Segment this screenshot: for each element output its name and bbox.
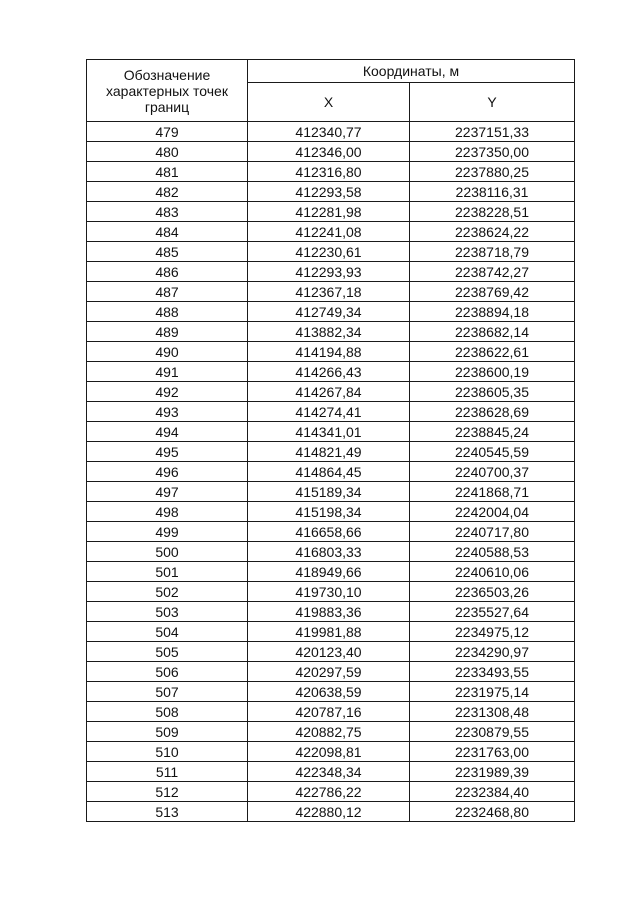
- point-id-cell: 483: [87, 202, 248, 222]
- x-coordinate-cell: 422786,22: [248, 782, 410, 802]
- x-coordinate-cell: 416803,33: [248, 542, 410, 562]
- x-coordinate-cell: 412340,77: [248, 122, 410, 142]
- point-id-cell: 491: [87, 362, 248, 382]
- point-id-cell: 487: [87, 282, 248, 302]
- point-id-cell: 502: [87, 582, 248, 602]
- y-header: Y: [410, 83, 575, 122]
- y-coordinate-cell: 2238116,31: [410, 182, 575, 202]
- y-coordinate-cell: 2231975,14: [410, 682, 575, 702]
- table-row: [87, 802, 575, 822]
- y-coordinate-cell: 2237880,25: [410, 162, 575, 182]
- y-coordinate-cell: 2240610,06: [410, 562, 575, 582]
- table-row: [87, 202, 575, 222]
- x-coordinate-cell: 418949,66: [248, 562, 410, 582]
- y-coordinate-cell: 2237151,33: [410, 122, 575, 142]
- y-coordinate-cell: 2238228,51: [410, 202, 575, 222]
- y-coordinate-cell: 2232384,40: [410, 782, 575, 802]
- table-row: [87, 462, 575, 482]
- table-row: [87, 162, 575, 182]
- point-id-cell: 481: [87, 162, 248, 182]
- y-coordinate-cell: 2240717,80: [410, 522, 575, 542]
- point-id-cell: 484: [87, 222, 248, 242]
- x-coordinate-cell: 414274,41: [248, 402, 410, 422]
- y-coordinate-cell: 2237350,00: [410, 142, 575, 162]
- table-row: [87, 422, 575, 442]
- point-id-cell: 485: [87, 242, 248, 262]
- point-id-cell: 496: [87, 462, 248, 482]
- y-coordinate-cell: 2238769,42: [410, 282, 575, 302]
- point-id-cell: 501: [87, 562, 248, 582]
- table-row: [87, 662, 575, 682]
- table-row: [87, 262, 575, 282]
- x-coordinate-cell: 419730,10: [248, 582, 410, 602]
- table-row: [87, 582, 575, 602]
- x-coordinate-cell: 412293,58: [248, 182, 410, 202]
- point-id-cell: 504: [87, 622, 248, 642]
- x-header: X: [248, 83, 410, 122]
- y-coordinate-cell: 2231308,48: [410, 702, 575, 722]
- x-coordinate-cell: 422098,81: [248, 742, 410, 762]
- y-coordinate-cell: 2238624,22: [410, 222, 575, 242]
- table-row: [87, 622, 575, 642]
- x-coordinate-cell: 412241,08: [248, 222, 410, 242]
- coordinates-table: [86, 59, 575, 822]
- table-row: [87, 542, 575, 562]
- point-id-cell: 510: [87, 742, 248, 762]
- point-id-cell: 512: [87, 782, 248, 802]
- table-row: [87, 742, 575, 762]
- point-id-header: Обозначение характерных точек границ: [87, 60, 248, 122]
- table-row: [87, 222, 575, 242]
- point-id-cell: 509: [87, 722, 248, 742]
- table-row: [87, 502, 575, 522]
- table-body: [87, 122, 575, 822]
- y-coordinate-cell: 2231989,39: [410, 762, 575, 782]
- y-coordinate-cell: 2241868,71: [410, 482, 575, 502]
- y-coordinate-cell: 2235527,64: [410, 602, 575, 622]
- y-coordinate-cell: 2238894,18: [410, 302, 575, 322]
- table-row: [87, 562, 575, 582]
- point-id-cell: 500: [87, 542, 248, 562]
- point-id-cell: 505: [87, 642, 248, 662]
- x-coordinate-cell: 416658,66: [248, 522, 410, 542]
- x-coordinate-cell: 412346,00: [248, 142, 410, 162]
- point-id-cell: 479: [87, 122, 248, 142]
- y-coordinate-cell: 2238628,69: [410, 402, 575, 422]
- y-coordinate-cell: 2238682,14: [410, 322, 575, 342]
- table-row: [87, 302, 575, 322]
- x-coordinate-cell: 422348,34: [248, 762, 410, 782]
- x-coordinate-cell: 422880,12: [248, 802, 410, 822]
- x-coordinate-cell: 414194,88: [248, 342, 410, 362]
- y-coordinate-cell: 2232468,80: [410, 802, 575, 822]
- x-coordinate-cell: 420882,75: [248, 722, 410, 742]
- x-coordinate-cell: 415198,34: [248, 502, 410, 522]
- point-id-cell: 497: [87, 482, 248, 502]
- x-coordinate-cell: 412293,93: [248, 262, 410, 282]
- point-id-cell: 480: [87, 142, 248, 162]
- y-coordinate-cell: 2234975,12: [410, 622, 575, 642]
- x-coordinate-cell: 415189,34: [248, 482, 410, 502]
- x-coordinate-cell: 412367,18: [248, 282, 410, 302]
- table-row: [87, 242, 575, 262]
- y-coordinate-cell: 2240545,59: [410, 442, 575, 462]
- table-row: [87, 702, 575, 722]
- y-coordinate-cell: 2238718,79: [410, 242, 575, 262]
- table-row: [87, 142, 575, 162]
- table-row: [87, 322, 575, 342]
- table-row: [87, 782, 575, 802]
- x-coordinate-cell: 412316,80: [248, 162, 410, 182]
- x-coordinate-cell: 420787,16: [248, 702, 410, 722]
- y-coordinate-cell: 2240700,37: [410, 462, 575, 482]
- point-id-cell: 499: [87, 522, 248, 542]
- table-row: [87, 182, 575, 202]
- point-id-cell: 486: [87, 262, 248, 282]
- point-id-cell: 492: [87, 382, 248, 402]
- y-coordinate-cell: 2238845,24: [410, 422, 575, 442]
- y-coordinate-cell: 2231763,00: [410, 742, 575, 762]
- x-coordinate-cell: 420123,40: [248, 642, 410, 662]
- x-coordinate-cell: 414266,43: [248, 362, 410, 382]
- table-row: [87, 762, 575, 782]
- point-id-cell: 495: [87, 442, 248, 462]
- table-row: [87, 122, 575, 142]
- y-coordinate-cell: 2238622,61: [410, 342, 575, 362]
- table-row: [87, 382, 575, 402]
- point-id-cell: 513: [87, 802, 248, 822]
- y-coordinate-cell: 2238600,19: [410, 362, 575, 382]
- x-coordinate-cell: 412281,98: [248, 202, 410, 222]
- y-coordinate-cell: 2233493,55: [410, 662, 575, 682]
- table-row: [87, 602, 575, 622]
- table-row: [87, 482, 575, 502]
- y-coordinate-cell: 2242004,04: [410, 502, 575, 522]
- y-coordinate-cell: 2236503,26: [410, 582, 575, 602]
- x-coordinate-cell: 414341,01: [248, 422, 410, 442]
- x-coordinate-cell: 419981,88: [248, 622, 410, 642]
- table-row: [87, 682, 575, 702]
- table-row: [87, 342, 575, 362]
- point-id-cell: 493: [87, 402, 248, 422]
- table-row: [87, 442, 575, 462]
- y-coordinate-cell: 2230879,55: [410, 722, 575, 742]
- table-row: [87, 522, 575, 542]
- x-coordinate-cell: 414821,49: [248, 442, 410, 462]
- y-coordinate-cell: 2238605,35: [410, 382, 575, 402]
- point-id-cell: 490: [87, 342, 248, 362]
- x-coordinate-cell: 412230,61: [248, 242, 410, 262]
- x-coordinate-cell: 413882,34: [248, 322, 410, 342]
- point-id-cell: 508: [87, 702, 248, 722]
- point-id-cell: 503: [87, 602, 248, 622]
- point-id-cell: 494: [87, 422, 248, 442]
- table-row: [87, 362, 575, 382]
- y-coordinate-cell: 2238742,27: [410, 262, 575, 282]
- table-row: [87, 722, 575, 742]
- x-coordinate-cell: 414864,45: [248, 462, 410, 482]
- y-coordinate-cell: 2234290,97: [410, 642, 575, 662]
- table-row: [87, 402, 575, 422]
- table-row: [87, 642, 575, 662]
- x-coordinate-cell: 412749,34: [248, 302, 410, 322]
- point-id-cell: 506: [87, 662, 248, 682]
- point-id-cell: 498: [87, 502, 248, 522]
- point-id-cell: 511: [87, 762, 248, 782]
- table-row: [87, 282, 575, 302]
- x-coordinate-cell: 414267,84: [248, 382, 410, 402]
- y-coordinate-cell: 2240588,53: [410, 542, 575, 562]
- x-coordinate-cell: 420297,59: [248, 662, 410, 682]
- point-id-cell: 507: [87, 682, 248, 702]
- point-id-cell: 482: [87, 182, 248, 202]
- coordinates-header: Координаты, м: [248, 60, 575, 83]
- x-coordinate-cell: 419883,36: [248, 602, 410, 622]
- table-header: [87, 60, 575, 122]
- x-coordinate-cell: 420638,59: [248, 682, 410, 702]
- point-id-cell: 488: [87, 302, 248, 322]
- point-id-cell: 489: [87, 322, 248, 342]
